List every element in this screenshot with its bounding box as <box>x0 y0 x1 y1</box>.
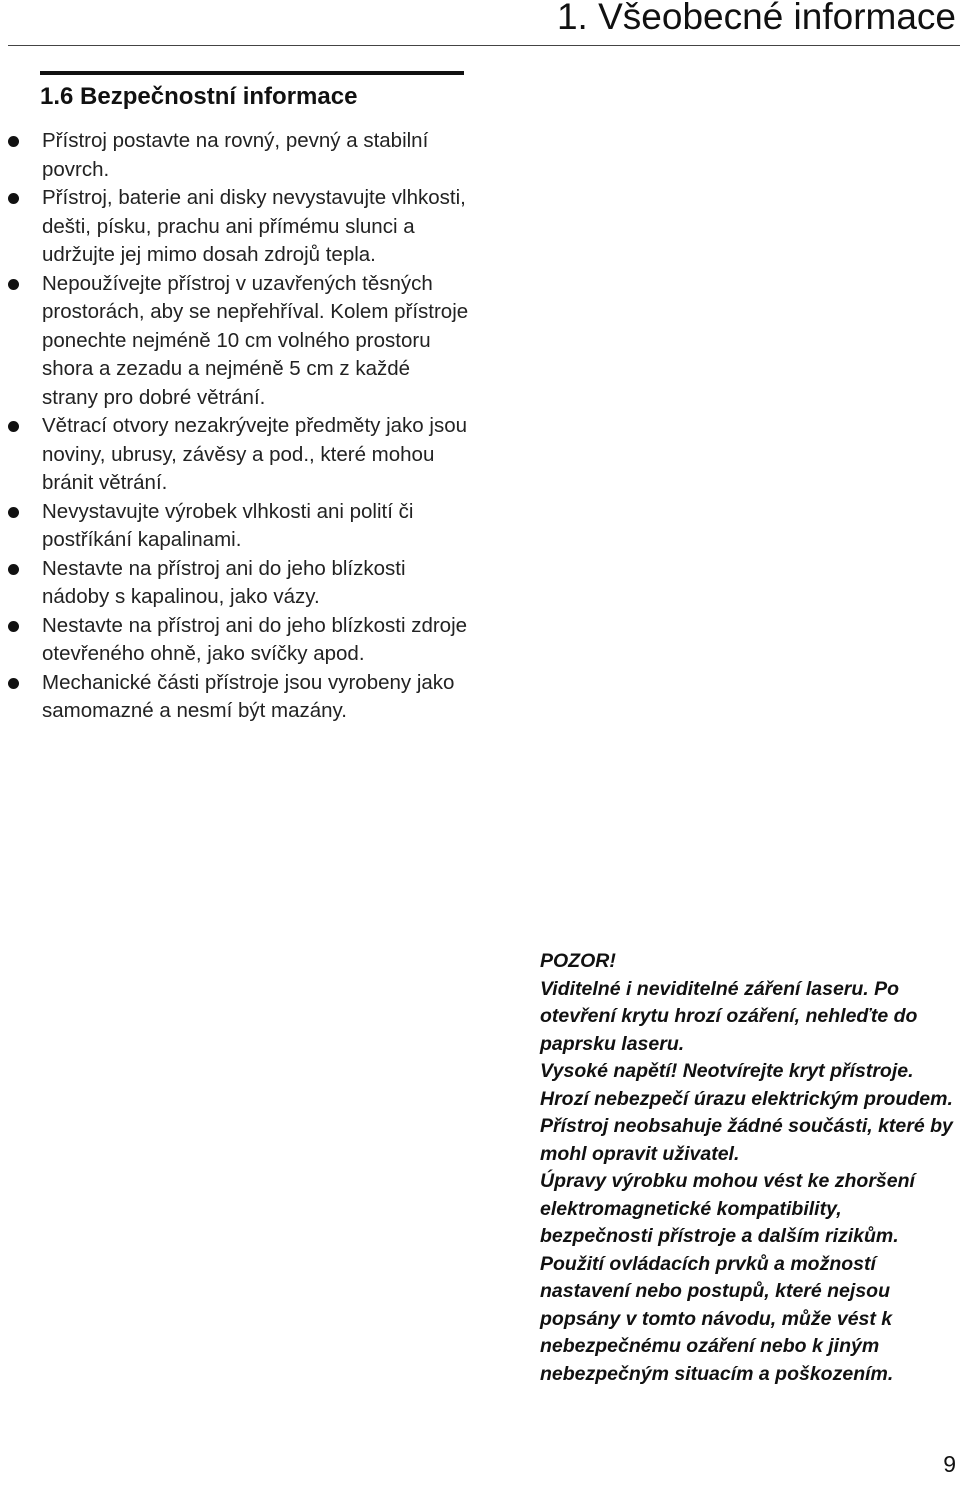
warning-paragraph: Úpravy výrobku mohou vést ke zhoršení elektromagnetické kompatibility, bezpečnosti přístroje a dalším rizikům. <box>540 1170 915 1247</box>
list-item <box>0 612 470 669</box>
laser-warning <box>540 948 958 1388</box>
header-divider <box>8 45 960 46</box>
bullet-icon <box>8 564 19 575</box>
warning-paragraph: Viditelné i neviditelné záření laseru. Po otevření krytu hrozí ozáření, nehleďte do paprsku laseru. <box>540 977 918 1055</box>
chapter-title: 1. Všeobecné informace <box>556 0 956 37</box>
warning-heading: POZOR! <box>540 950 616 972</box>
section-divider <box>40 71 464 75</box>
list-item <box>0 555 470 612</box>
list-item-text: Přístroj postavte na rovný, pevný a stabilní povrch. <box>42 129 429 181</box>
list-item <box>0 270 470 413</box>
bullet-icon <box>8 136 19 147</box>
list-item-text: Nepoužívejte přístroj v uzavřených těsných prostorách, aby se nepřehříval. Kolem přístroje ponechte nejméně 10 cm volného prostoru shora a zezadu a nejméně 5 cm z každé strany pro dobré větrání. <box>42 271 469 409</box>
list-item-text: Nestavte na přístroj ani do jeho blízkosti nádoby s kapalinou, jako vázy. <box>42 556 406 608</box>
list-item <box>0 669 470 726</box>
bullet-icon <box>8 507 19 518</box>
list-item-text: Mechanické části přístroje jsou vyrobeny jako samomazné a nesmí být mazány. <box>42 670 455 722</box>
list-item-text: Přístroj, baterie ani disky nevystavujte vlhkosti, dešti, písku, prachu ani přímému slunci a udržujte jej mimo dosah zdrojů tepla. <box>42 186 466 266</box>
page-number: 9 <box>943 1451 956 1477</box>
list-item-text: Nevystavujte výrobek vlhkosti ani polití či postříkání kapalinami. <box>42 499 414 551</box>
warning-paragraph: Vysoké napětí! Neotvírejte kryt přístroje. Hrozí nebezpečí úrazu elektrickým proudem. <box>540 1060 953 1110</box>
warning-paragraph: Použití ovládacích prvků a možností nastavení nebo postupů, které nejsou popsány v tomto návodu, může vést k nebezpečnému ozáření nebo k jiným nebezpečným situacím a poškozením. <box>540 1252 894 1385</box>
bullet-icon <box>8 279 19 290</box>
warning-paragraph: Přístroj neobsahuje žádné součásti, které by mohl opravit uživatel. <box>540 1115 953 1165</box>
section-title: 1.6 Bezpečnostní informace <box>40 83 358 110</box>
bullet-icon <box>8 678 19 689</box>
bullet-icon <box>8 421 19 432</box>
list-item <box>0 498 470 555</box>
list-item <box>0 127 470 184</box>
bullet-icon <box>8 621 19 632</box>
bullet-icon <box>8 193 19 204</box>
list-item-text: Nestavte na přístroj ani do jeho blízkosti zdroje otevřeného ohně, jako svíčky apod. <box>42 613 468 665</box>
safety-list <box>0 127 470 726</box>
list-item <box>0 184 470 270</box>
list-item <box>0 412 470 498</box>
list-item-text: Větrací otvory nezakrývejte předměty jako jsou noviny, ubrusy, závěsy a pod., které mohou bránit větrání. <box>42 414 467 494</box>
